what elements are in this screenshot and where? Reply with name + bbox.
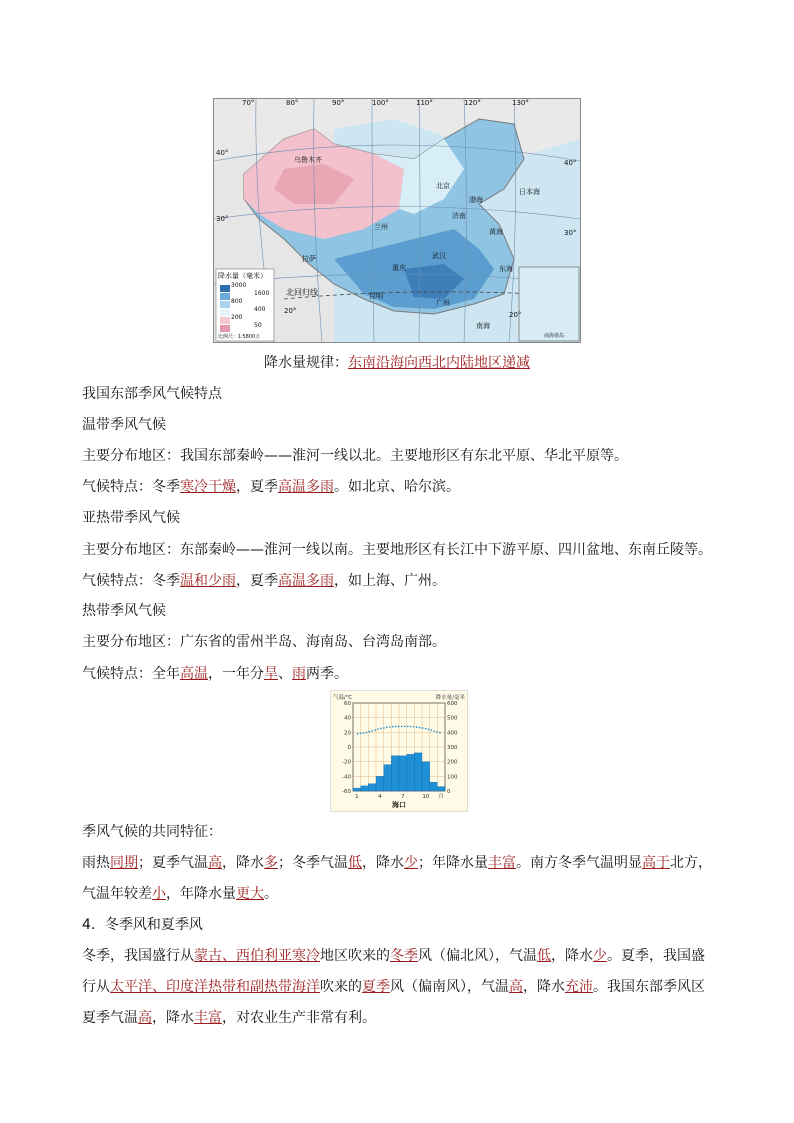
tropic-label: 北回归线	[286, 288, 318, 297]
map-scale: 比例尺：1∶5800万	[218, 334, 261, 340]
subtropical-features: 气候特点：冬季温和少雨，夏季高温多雨，如上海、广州。	[82, 573, 446, 589]
x-tick-label: 1	[355, 794, 359, 800]
legend-title: 降水量（毫米）	[218, 272, 267, 280]
precipitation-bar	[422, 762, 430, 791]
precipitation-bar	[430, 782, 438, 791]
subtropical-distribution: 主要分布地区：东部秦岭——淮河一线以南。主要地形区有长江中下游平原、四川盆地、东南丘陵等。	[82, 542, 712, 558]
precipitation-bar	[361, 786, 369, 791]
sea-label: 渤海	[469, 196, 483, 204]
city-label: 广州	[436, 299, 450, 307]
y-right-tick-label: 500	[447, 715, 458, 722]
temperate-distribution: 主要分布地区：我国东部秦岭——淮河一线以北。主要地形区有东北平原、华北平原等。	[82, 448, 628, 464]
city-label: 拉萨	[302, 255, 316, 263]
precipitation-bar	[407, 754, 415, 791]
precipitation-map-svg	[214, 99, 580, 342]
lat-label: 30°	[216, 215, 229, 223]
lon-label: 80°	[286, 99, 299, 107]
precipitation-bar	[353, 788, 361, 791]
common-features-1: 雨热同期；夏季气温高，降水多；冬季气温低，降水少；年降水量丰富。南方冬季气温明显高于北方，	[82, 855, 712, 871]
city-label: 重庆	[392, 264, 406, 272]
legend-value: 1600	[254, 290, 270, 297]
x-tick-label: 4	[378, 794, 382, 800]
lat-label: 40°	[564, 159, 577, 167]
lat-label: 20°	[284, 307, 297, 315]
climate-chart-svg	[331, 691, 467, 811]
y-left-tick-label: -60	[342, 789, 351, 795]
y-left-tick-label: 40	[344, 715, 351, 722]
precipitation-map	[213, 98, 581, 343]
y-right-tick-label: 600	[447, 701, 458, 707]
subheading-temperate: 温带季风气候	[82, 417, 166, 433]
heading-common-features: 季风气候的共同特征：	[82, 824, 222, 840]
precipitation-bar	[437, 787, 445, 791]
legend-value: 3000	[231, 282, 247, 289]
precipitation-bar	[368, 784, 376, 791]
heading-east-monsoon: 我国东部季风气候特点	[82, 386, 222, 402]
heading-monsoon-winds: 4．冬季风和夏季风	[82, 917, 203, 933]
sea-label: 东海	[499, 265, 513, 273]
city-label: 北京	[436, 182, 450, 190]
temperate-features: 气候特点：冬季寒冷干燥，夏季高温多雨。如北京、哈尔滨。	[82, 479, 460, 495]
x-tick-label: 7	[401, 794, 405, 800]
city-label: 济南	[452, 212, 466, 220]
inset-label: 南海诸岛	[544, 333, 565, 339]
lat-label: 30°	[564, 229, 577, 237]
precipitation-bar	[384, 765, 392, 791]
tropical-distribution: 主要分布地区：广东省的雷州半岛、海南岛、台湾岛南部。	[82, 634, 446, 650]
x-tick-label: 月	[438, 794, 444, 800]
precipitation-bar	[399, 756, 407, 791]
tropical-features: 气候特点：全年高温，一年分旱、雨两季。	[82, 666, 348, 682]
y-left-tick-label: -40	[342, 774, 351, 781]
sea-label: 日本海	[519, 188, 540, 196]
legend-value: 400	[254, 306, 266, 313]
y-left-tick-label: 20	[344, 730, 351, 737]
sea-label: 黄海	[489, 228, 503, 236]
y-right-label: 降水量/毫米	[435, 695, 465, 701]
map-caption	[0, 352, 794, 372]
legend-value: 50	[254, 322, 262, 329]
y-right-tick-label: 400	[447, 730, 458, 737]
y-left-label: 气温/℃	[333, 695, 353, 701]
precipitation-bar	[391, 756, 399, 791]
monsoon-paragraph-1: 冬季，我国盛行从蒙古、西伯利亚寒冷地区吹来的冬季风（偏北风），气温低，降水少。夏季，我国盛	[82, 948, 705, 964]
legend-value: 800	[231, 298, 243, 305]
y-right-tick-label: 100	[447, 774, 458, 781]
legend-value: 200	[231, 314, 243, 321]
monsoon-paragraph-3: 夏季气温高，降水丰富，对农业生产非常有利。	[82, 1010, 376, 1026]
precipitation-bar	[376, 776, 384, 791]
y-left-tick-label: 60	[344, 701, 351, 707]
y-right-tick-label: 300	[447, 745, 458, 751]
lon-label: 110°	[416, 99, 433, 107]
caption-answer: 东南沿海向西北内陆地区递减	[348, 355, 530, 371]
lon-label: 130°	[512, 99, 529, 107]
x-tick-label: 10	[422, 794, 430, 800]
city-label: 兰州	[374, 223, 388, 231]
precipitation-bar	[414, 753, 422, 791]
monsoon-paragraph-2: 行从太平洋、印度洋热带和副热带海洋吹来的夏季风（偏南风），气温高，降水充沛。我国东部季风区	[82, 979, 705, 995]
y-left-tick-label: -20	[342, 759, 351, 766]
sea-label: 南海	[476, 322, 490, 330]
haikou-climate-chart	[330, 690, 468, 812]
lon-label: 90°	[332, 99, 345, 107]
y-left-tick-label: 0	[347, 745, 351, 751]
subheading-tropical: 热带季风气候	[82, 603, 166, 619]
lat-label: 20°	[509, 311, 522, 319]
y-right-tick-label: 200	[447, 759, 458, 766]
y-right-tick-label: 0	[447, 789, 451, 795]
common-features-2: 气温年较差小，年降水量更大。	[82, 886, 278, 902]
lat-label: 40°	[216, 149, 229, 157]
chart-title: 海口	[392, 801, 406, 809]
lon-label: 70°	[242, 99, 255, 107]
lon-label: 100°	[372, 99, 389, 107]
caption-label: 降水量规律：	[264, 355, 348, 371]
city-label: 昆明	[369, 292, 383, 300]
subheading-subtropical: 亚热带季风气候	[82, 510, 180, 526]
lon-label: 120°	[464, 99, 481, 107]
city-label: 武汉	[432, 252, 446, 260]
city-label: 乌鲁木齐	[294, 156, 322, 164]
